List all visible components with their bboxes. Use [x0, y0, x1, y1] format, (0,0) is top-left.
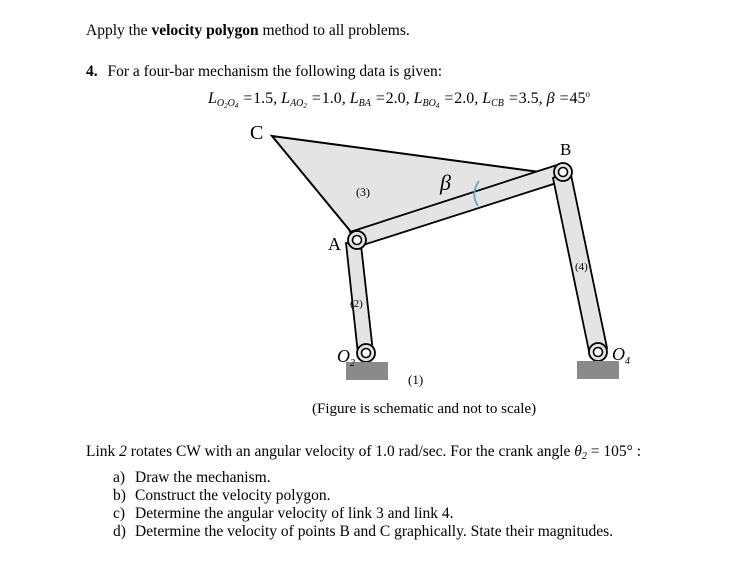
val-ba: 2.0 [385, 90, 406, 107]
task-colon: : [632, 443, 642, 460]
label-link2: (2) [350, 298, 363, 310]
task-theta: θ [574, 443, 582, 460]
val-beta: 45 [569, 90, 586, 107]
val-bo4: 2.0 [454, 90, 475, 107]
item-label: a) [113, 469, 126, 486]
problem-text: For a four-bar mechanism the following data is given: [107, 63, 443, 80]
given-equation: $L_{O_2O_4} =1.5$, $L_{AO_2} =1.0$, $L_{BA} =2.0$, $L_{BO_4} =2.0$, $L_{CB} =3.5$, $\beta =45^o$ [208, 89, 590, 110]
task-theta-sub: 2 [581, 451, 587, 462]
label-o4-main: O [612, 344, 625, 364]
list-item [113, 469, 271, 487]
intro-suffix: method to all problems. [258, 22, 410, 39]
pin-a [353, 236, 362, 245]
item-label: d) [113, 523, 126, 540]
val-ao2: 1.0 [321, 90, 342, 107]
list-item [113, 523, 613, 541]
label-o2-sub: 2 [350, 358, 355, 369]
item-text: Draw the mechanism. [135, 469, 271, 486]
task-text-before: Link [86, 443, 120, 460]
label-link4: (4) [575, 261, 588, 273]
label-a: A [328, 234, 341, 254]
label-c: C [250, 122, 264, 144]
label-link3: (3) [356, 185, 370, 199]
task-text-mid: rotates CW with an angular velocity of 1.0 rad/sec. For the crank angle [126, 443, 575, 460]
task-statement [86, 443, 641, 466]
pin-b [559, 168, 568, 177]
label-link1: (1) [408, 372, 424, 387]
item-label: c) [113, 505, 126, 522]
val-cb: 3.5 [518, 90, 539, 107]
intro-bold: velocity polygon [151, 22, 259, 39]
pin-o2 [362, 349, 371, 358]
task-link-num: 2 [119, 443, 127, 460]
label-beta: β [440, 170, 451, 195]
item-text: Determine the angular velocity of link 3 and link 4. [135, 505, 454, 522]
item-label: b) [113, 487, 126, 504]
list-item [113, 487, 330, 505]
label-o4 [612, 344, 630, 367]
intro-prefix: Apply the [86, 22, 152, 39]
item-text: Determine the velocity of points B and C graphically. State their magnitudes. [135, 523, 614, 540]
list-item [113, 505, 454, 523]
val-o2o4: 1.5 [253, 90, 274, 107]
label-b: B [560, 140, 572, 159]
pin-o4 [594, 348, 603, 357]
figure-caption: (Figure is schematic and not to scale) [312, 401, 537, 417]
task-value: = 105° [586, 443, 633, 460]
item-text: Construct the velocity polygon. [135, 487, 331, 504]
label-o2 [337, 346, 355, 369]
label-o2-main: O [337, 346, 350, 366]
label-o4-sub: 4 [625, 356, 630, 367]
problem-number: 4. [86, 63, 98, 80]
